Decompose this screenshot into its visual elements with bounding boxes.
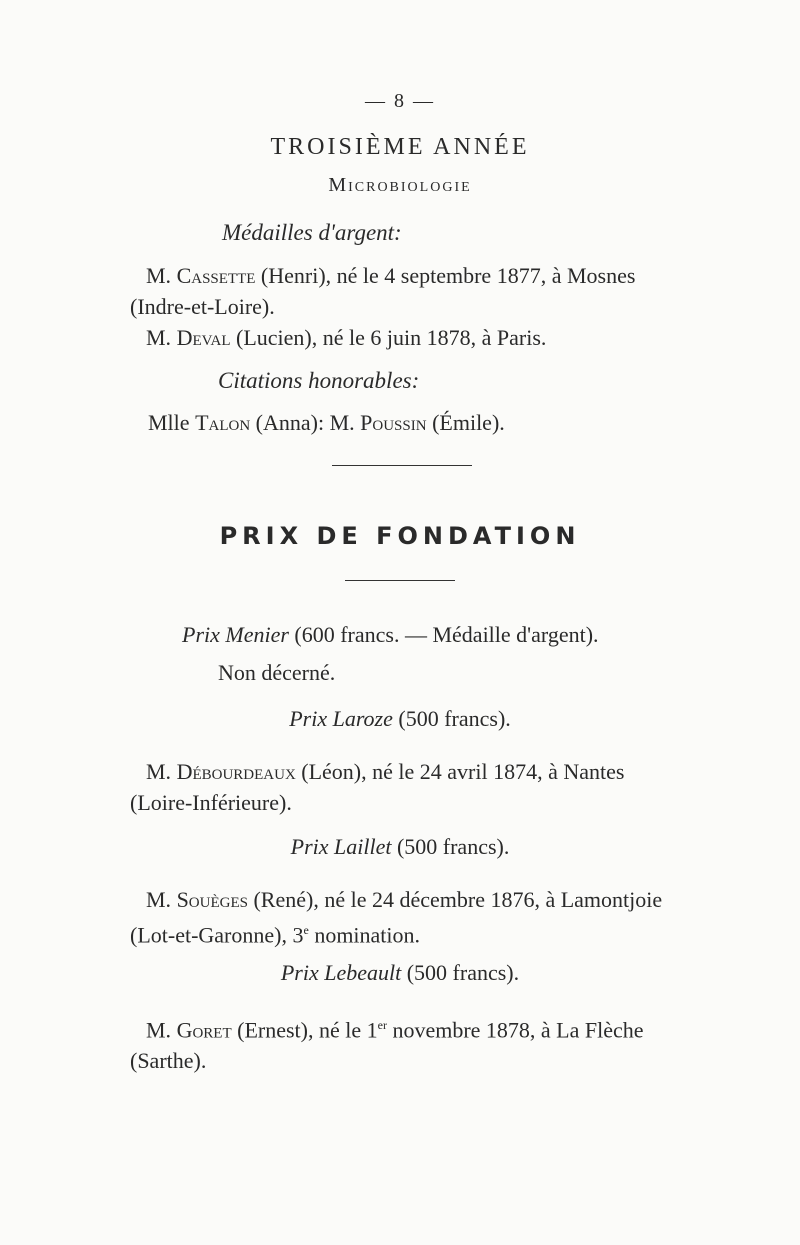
entry-prefix: M. xyxy=(146,887,177,912)
laureate-surname: Débourdeaux xyxy=(176,759,296,784)
prize-detail: (500 francs). xyxy=(392,706,511,731)
entry-details: (Émile). xyxy=(426,410,505,435)
silver-medals-label: Médailles d'argent: xyxy=(222,220,402,245)
laureate-surname: Souèges xyxy=(176,887,248,912)
section-divider xyxy=(345,580,455,581)
honorable-mentions-line xyxy=(148,410,505,436)
prix-laillet-laureate xyxy=(130,884,675,950)
year-heading: TROISIÈME ANNÉE xyxy=(270,134,530,160)
entry-details: (Henri), né le 4 septembre 1877, à Mosnes (Indre-et-Loire). xyxy=(130,263,636,319)
laureate-surname: Goret xyxy=(176,1017,232,1043)
laureate-surname: Cassette xyxy=(176,263,256,288)
laureate-surname: Talon xyxy=(195,410,251,435)
prix-lebeault-laureate xyxy=(130,1010,675,1076)
entry-prefix: M. xyxy=(146,1017,177,1043)
prize-title: Prix Laroze xyxy=(289,706,393,731)
laureate-surname: Deval xyxy=(176,325,231,350)
entry-details: (Léon), né le 24 avril 1874, à Nantes (Loire-Inférieure). xyxy=(130,759,625,815)
entry-details: novembre 1878, à La Flèche (Sarthe). xyxy=(130,1017,644,1074)
entry-prefix: M. xyxy=(146,759,177,784)
entry-details: (Lucien), né le 6 juin 1878, à Paris. xyxy=(230,325,547,350)
entry-details: (René), né le 24 décembre 1876, à Lamontjoie (Lot-et-Garonne), 3 xyxy=(130,887,663,948)
prix-laroze-heading xyxy=(0,706,800,732)
prix-lebeault-heading xyxy=(0,960,800,986)
prize-title: Prix Lebeault xyxy=(280,960,402,985)
prize-detail: (500 francs). xyxy=(391,834,510,859)
prix-laroze-laureate xyxy=(130,756,675,818)
prix-menier-heading xyxy=(182,622,599,648)
prix-heading: PRIX DE FONDATION xyxy=(219,522,581,550)
prix-menier-result: Non décerné. xyxy=(218,660,336,685)
prize-detail: (600 francs. — Médaille d'argent). xyxy=(288,622,599,647)
ordinal-superscript: e xyxy=(303,923,309,937)
entry-details: (Anna): M. xyxy=(250,410,361,435)
title-mlle: Mlle xyxy=(148,410,196,435)
honorable-mentions-label: Citations honorables: xyxy=(218,368,420,393)
prize-detail: (500 francs). xyxy=(401,960,520,985)
silver-medal-entry-1 xyxy=(130,260,675,322)
entry-details: nomination. xyxy=(308,922,421,948)
section-divider xyxy=(332,465,472,466)
page-number: — 8 — xyxy=(365,90,435,112)
discipline-heading: Microbiologie xyxy=(328,174,472,196)
silver-medal-entry-2 xyxy=(130,322,675,353)
entry-prefix: M. xyxy=(146,325,177,350)
prize-title: Prix Menier xyxy=(182,622,289,647)
prize-title: Prix Laillet xyxy=(290,834,392,859)
entry-details: (Ernest), né le 1 xyxy=(231,1017,378,1043)
ordinal-superscript: er xyxy=(377,1018,387,1032)
prix-laillet-heading xyxy=(0,834,800,860)
entry-prefix: M. xyxy=(146,263,177,288)
laureate-surname: Poussin xyxy=(360,410,427,435)
